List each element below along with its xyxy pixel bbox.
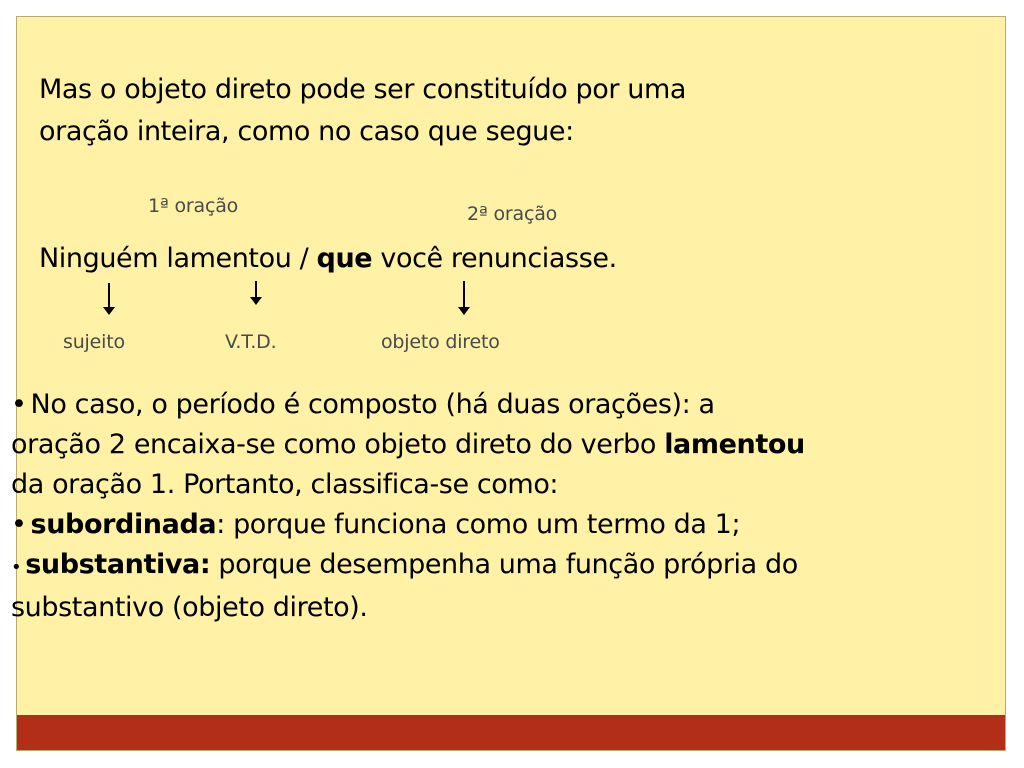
- example-conjunction: que: [316, 243, 373, 274]
- term-subordinada: subordinada: [30, 509, 217, 540]
- second-clause-label: 2ª oração: [467, 203, 558, 225]
- term-substantiva: substantiva:: [25, 549, 211, 580]
- bullet-icon: •: [11, 509, 27, 540]
- explanation-paragraph: [11, 385, 1001, 628]
- verb-arrow-icon: [255, 281, 257, 303]
- explanation-line-3: da oração 1. Portanto, classifica-se como:: [11, 469, 559, 500]
- subject-label: sujeito: [63, 331, 125, 353]
- classification-item-subordinada: • subordinada: porque funciona como um termo da 1;: [11, 509, 741, 540]
- classification-item-substantiva: • substantiva: porque desempenha uma função própria do: [11, 549, 798, 580]
- slide: [11, 16, 1006, 751]
- first-clause-label: 1ª oração: [148, 195, 239, 217]
- intro-line-1: Mas o objeto direto pode ser constituído por uma: [39, 74, 687, 105]
- object-arrow-icon: [463, 281, 465, 313]
- explanation-line-2: oração 2 encaixa-se como objeto direto do verbo lamentou: [11, 429, 805, 460]
- verb-label: V.T.D.: [225, 331, 277, 353]
- footer-bar: [17, 715, 1005, 750]
- example-part-1: Ninguém lamentou /: [39, 243, 317, 274]
- subject-arrow-icon: [108, 283, 110, 313]
- small-bullet-icon: •: [11, 557, 22, 578]
- example-sentence: [39, 239, 617, 279]
- intro-line-2: oração inteira, como no caso que segue:: [39, 116, 574, 147]
- object-label: objeto direto: [381, 331, 500, 353]
- bullet-icon: •: [11, 389, 27, 420]
- explanation-line-1: • No caso, o período é composto (há duas orações): a: [11, 389, 715, 420]
- intro-paragraph: [39, 69, 859, 153]
- example-part-2: você renunciasse.: [372, 243, 617, 274]
- verb-highlight: lamentou: [664, 429, 805, 460]
- explanation-line-last: substantivo (objeto direto).: [11, 592, 368, 623]
